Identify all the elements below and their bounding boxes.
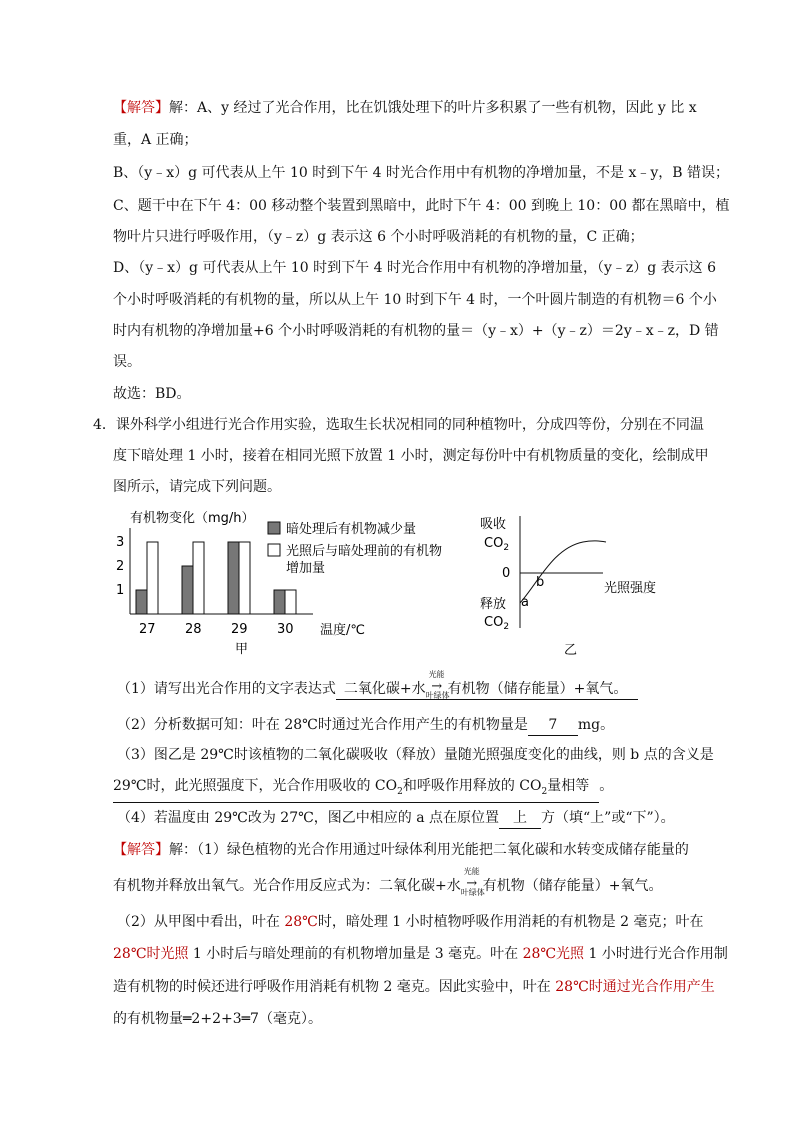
answer-blank-2: 7 xyxy=(528,715,578,736)
chart-title: 乙 xyxy=(564,643,578,658)
bar-dark xyxy=(182,566,193,614)
period: 。 xyxy=(599,778,614,794)
legend-label-light: 光照后与暗处理前的有机物 xyxy=(286,544,443,559)
solution-line-8: 时内有机物的净增加量+6 个小时呼吸消耗的有机物的量＝（y﹣x）+（y﹣z）＝2y﹣x﹣z，D 错 xyxy=(113,323,719,339)
solution-line-5: 物叶片只进行呼吸作用，（y﹣z）g 表示这 6 个小时呼吸消耗的有机物的量，C 正确； xyxy=(113,229,644,245)
x-tick-label: 27 xyxy=(139,622,156,637)
condition-top: 光能 xyxy=(463,867,480,876)
period: 。 xyxy=(613,681,628,697)
condition-top: 光能 xyxy=(428,670,445,679)
bar-light xyxy=(193,542,204,614)
x-tick-label: 30 xyxy=(277,622,294,637)
question-number: 4． xyxy=(93,417,116,433)
reaction-arrow xyxy=(460,867,485,897)
question-4-line-3: 图所示，请完成下列问题。 xyxy=(113,479,281,495)
bar-light xyxy=(285,590,296,614)
answer-blank-1 xyxy=(336,670,638,700)
solution2-line-1 xyxy=(113,840,689,860)
answer-text: 和呼吸作用释放的 CO xyxy=(402,778,542,794)
solution2-line-6: 的有机物量═2+2+3═7（毫克）。 xyxy=(113,1011,322,1027)
solution-line-3: B、（y﹣x）g 可代表从上午 10 时到下午 4 时光合作用中有机物的净增加量，不是 x﹣y，B 错误； xyxy=(113,165,730,181)
point-b-label: b xyxy=(536,575,545,590)
highlight-text: 28℃光照 xyxy=(522,946,585,962)
solution2-line-2 xyxy=(113,867,663,897)
condition-bottom: 叶绿体 xyxy=(425,691,450,700)
highlight-text: 28℃ xyxy=(284,914,318,930)
y-bottom-label-co2: $CO_2$ xyxy=(484,615,510,632)
solution-line-7: 个小时呼吸消耗的有机物的量，所以从上午 10 时到下午 4 时，一个叶圆片制造的有机物＝6 个小 xyxy=(113,292,717,308)
bar-dark xyxy=(228,542,239,614)
arrow-icon: → xyxy=(466,876,478,891)
text: 解：A、y 经过了光合作用，比在饥饿处理下的叶片多积累了一些有机物，因此 y 比 x xyxy=(169,100,697,116)
text: 1 小时后与暗处理前的有机物增加量是 3 毫克。叶在 xyxy=(188,946,523,962)
answer-blank-3 xyxy=(113,776,599,803)
bar-light xyxy=(147,542,158,614)
solution-line-1 xyxy=(113,98,697,118)
sub-question-4 xyxy=(117,808,675,829)
text: 方（填“上”或“下”）。 xyxy=(541,810,675,826)
arrow-icon: → xyxy=(431,679,443,694)
text: 时，暗处理 1 小时植物呼吸作用消耗的有机物是 2 毫克；叶在 xyxy=(317,914,704,930)
photosynthesis-curve xyxy=(520,541,606,603)
solution2-line-4 xyxy=(113,944,728,964)
y-axis-title: 有机物变化（mg/h） xyxy=(130,511,255,526)
sub-question-3: （3）图乙是 29℃时该植物的二氧化碳吸收（释放）量随光照强度变化的曲线，则 b 点的含义是 xyxy=(117,747,714,763)
text: （1）请写出光合作用的文字表达式 xyxy=(117,681,336,697)
bar-dark xyxy=(274,590,285,614)
x-axis-title: 温度/℃ xyxy=(320,623,365,638)
sub-question-1 xyxy=(117,670,638,700)
solution-line-6: D、（y﹣x）g 可代表从上午 10 时到下午 4 时光合作用中有机物的净增加量，（y﹣z）g 表示这 6 xyxy=(113,260,717,276)
origin-label: 0 xyxy=(502,566,511,581)
legend-swatch-light xyxy=(268,544,280,556)
x-tick-label: 29 xyxy=(231,622,248,637)
x-axis-title: 光照强度 xyxy=(604,581,657,596)
sub-question-3-answer xyxy=(113,776,613,803)
chart-jia xyxy=(108,506,448,656)
legend-swatch-dark xyxy=(268,522,280,534)
bar-dark xyxy=(136,590,147,614)
y-tick-label: 3 xyxy=(116,535,125,550)
answer-text: 有机物（储存能量）+氧气 xyxy=(447,681,614,697)
x-tick-label: 28 xyxy=(185,622,202,637)
sub-question-2 xyxy=(117,715,614,736)
text: 解：（1）绿色植物的光合作用通过叶绿体利用光能把二氧化碳和水转变成储存能量的 xyxy=(169,842,689,858)
text: 1 小时进行光合作用制 xyxy=(584,946,728,962)
text: （4）若温度由 29℃改为 27℃，图乙中相应的 a 点在原位置 xyxy=(117,810,500,826)
answer-text: 量相等 xyxy=(547,778,590,794)
solution-line-9: 误。 xyxy=(113,354,141,370)
y-top-label-co2: $CO_2$ xyxy=(484,536,510,553)
chart-title: 甲 xyxy=(235,642,249,656)
bar-light xyxy=(239,542,250,614)
text: mg。 xyxy=(577,717,615,733)
text: （2）从甲图中看出，叶在 xyxy=(117,914,285,930)
y-tick-label: 1 xyxy=(116,583,125,598)
highlight-text: 28℃时通过光合作用产生 xyxy=(555,979,715,995)
solution2-line-5 xyxy=(113,977,715,997)
question-4-line-1 xyxy=(93,415,704,435)
question-4-line-2: 度下暗处理 1 小时，接着在相同光照下放置 1 小时，测定每份叶中有机物质量的变化，绘制成甲 xyxy=(113,448,709,464)
text: （2）分析数据可知：叶在 28℃时通过光合作用产生的有机物量是 xyxy=(117,717,528,733)
answer-blank-4: 上 xyxy=(499,808,541,829)
subscript: 2 xyxy=(541,786,548,797)
answer-tag: 【解答】 xyxy=(113,100,169,116)
text: 有机物（储存能量）+氧气。 xyxy=(482,878,663,894)
solution-line-2: 重，A 正确； xyxy=(113,132,198,148)
solution-line-4: C、题干中在下午 4：00 移动整个装置到黑暗中，此时下午 4：00 到晚上 10：00 都在黑暗中，植 xyxy=(113,198,730,214)
y-tick-label: 2 xyxy=(116,559,125,574)
text: 课外科学小组进行光合作用实验，选取生长状况相同的同种植物叶，分成四等份，分别在不同温 xyxy=(115,417,704,433)
subscript: 2 xyxy=(397,786,403,797)
highlight-text: 28℃时光照 xyxy=(113,946,189,962)
answer-text: 29℃时，此光照强度下，光合作用吸收的 CO xyxy=(113,778,398,794)
solution2-line-3 xyxy=(117,912,703,932)
legend-label-dark: 暗处理后有机物减少量 xyxy=(286,522,417,537)
text: 造有机物的时候还进行呼吸作用消耗有机物 2 毫克。因此实验中，叶在 xyxy=(113,979,556,995)
legend-label-light-line2: 增加量 xyxy=(286,561,326,576)
y-top-label: 吸收 xyxy=(480,517,507,532)
solution-line-10: 故选：BD。 xyxy=(113,386,191,402)
answer-text: 二氧化碳+水 xyxy=(343,681,426,697)
y-bottom-label: 释放 xyxy=(480,597,507,612)
chart-yi xyxy=(468,508,688,658)
condition-bottom: 叶绿体 xyxy=(460,888,485,897)
answer-tag: 【解答】 xyxy=(113,842,169,858)
text: 有机物并释放出氧气。光合作用反应式为：二氧化碳+水 xyxy=(113,878,461,894)
reaction-arrow xyxy=(425,670,450,700)
point-a-label: a xyxy=(521,595,529,610)
